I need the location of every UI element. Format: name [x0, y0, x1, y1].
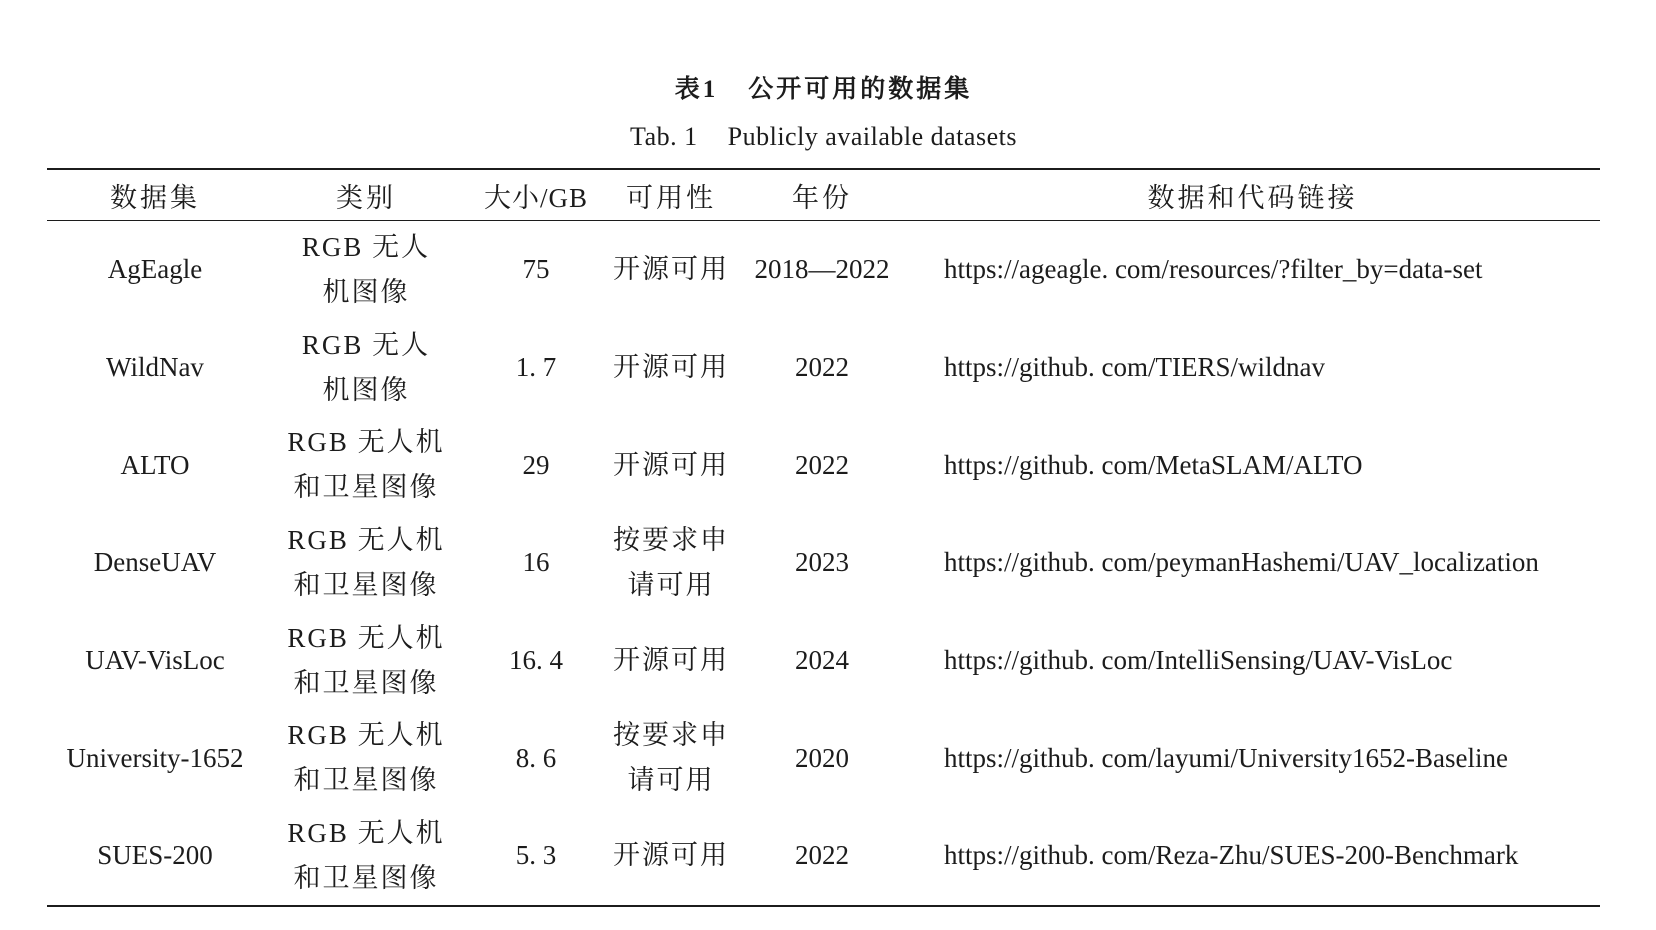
cell-category [263, 612, 469, 710]
cell-availability [603, 319, 739, 417]
cell-year: 2018—2022 [754, 254, 890, 285]
table-row [47, 807, 1600, 905]
cell-size: 75 [522, 254, 550, 285]
cell-link: https://ageagle. com/resources/?filter_by=data-set [944, 254, 1483, 285]
availability-line: 开源可用 [613, 352, 729, 383]
cell-size: 29 [522, 449, 550, 480]
table-label-english: Tab. 1 [630, 122, 698, 151]
table-label-chinese: 表1 [674, 76, 719, 103]
cell-link: https://github. com/TIERS/wildnav [944, 352, 1325, 383]
cell-year: 2024 [795, 645, 849, 676]
category-line: 和卫星图像 [293, 765, 439, 796]
table-row [47, 319, 1600, 417]
datasets-table [47, 168, 1600, 907]
cell-link: https://github. com/MetaSLAM/ALTO [944, 449, 1363, 480]
header-category: 类别 [263, 170, 469, 221]
table-row [47, 709, 1600, 807]
table-title-english: Publicly available datasets [727, 122, 1017, 151]
availability-line: 开源可用 [613, 645, 729, 676]
cell-size: 5. 3 [515, 840, 557, 871]
category-line: 和卫星图像 [293, 569, 439, 600]
table-header-row [47, 170, 1600, 221]
cell-availability [603, 612, 739, 710]
category-line: RGB 无人机 [287, 817, 445, 848]
availability-line: 开源可用 [613, 254, 729, 285]
cell-category [263, 514, 469, 612]
category-line: 和卫星图像 [293, 472, 439, 503]
category-line: 和卫星图像 [293, 667, 439, 698]
cell-size: 16. 4 [509, 645, 563, 676]
cell-year: 2022 [795, 840, 849, 871]
cell-link: https://github. com/layumi/University1652-Baseline [944, 742, 1508, 773]
category-line: 机图像 [322, 276, 410, 307]
category-line: 机图像 [322, 374, 410, 405]
cell-size: 1. 7 [515, 352, 557, 383]
availability-line: 请可用 [627, 765, 715, 796]
cell-dataset: WildNav [106, 352, 204, 383]
cell-size: 16 [522, 547, 550, 578]
header-size: 大小/GB [469, 170, 603, 221]
header-dataset: 数据集 [47, 170, 263, 221]
table-title-chinese: 公开可用的数据集 [748, 76, 973, 103]
cell-availability [603, 221, 739, 319]
cell-category [263, 221, 469, 319]
cell-year: 2023 [795, 547, 849, 578]
header-year: 年份 [739, 170, 905, 221]
category-line: 和卫星图像 [293, 862, 439, 893]
category-line: RGB 无人机 [287, 622, 445, 653]
cell-availability [603, 709, 739, 807]
table-row [47, 612, 1600, 710]
availability-line: 按要求申 [613, 524, 729, 555]
category-line: RGB 无人机 [287, 427, 445, 458]
cell-dataset: AgEagle [107, 254, 203, 285]
table-caption-english [47, 119, 1600, 155]
cell-category [263, 709, 469, 807]
cell-availability [603, 807, 739, 905]
cell-dataset: SUES-200 [97, 840, 213, 871]
table-row [47, 221, 1600, 319]
category-line: RGB 无人 [301, 329, 431, 360]
cell-dataset: UAV-VisLoc [85, 645, 225, 676]
cell-link: https://github. com/peymanHashemi/UAV_localization [944, 547, 1539, 578]
table-row [47, 514, 1600, 612]
availability-line: 开源可用 [613, 840, 729, 871]
cell-dataset: University-1652 [66, 742, 244, 773]
cell-dataset: ALTO [120, 449, 190, 480]
cell-link: https://github. com/Reza-Zhu/SUES-200-Benchmark [944, 840, 1519, 871]
cell-category [263, 416, 469, 514]
availability-line: 请可用 [627, 569, 715, 600]
cell-year: 2022 [795, 352, 849, 383]
cell-category [263, 807, 469, 905]
cell-availability [603, 514, 739, 612]
cell-year: 2020 [795, 742, 849, 773]
header-availability: 可用性 [603, 170, 739, 221]
availability-line: 按要求申 [613, 720, 729, 751]
category-line: RGB 无人 [301, 231, 431, 262]
cell-availability [603, 416, 739, 514]
cell-dataset: DenseUAV [93, 547, 217, 578]
availability-line: 开源可用 [613, 449, 729, 480]
table-caption-chinese [47, 72, 1600, 108]
category-line: RGB 无人机 [287, 720, 445, 751]
category-line: RGB 无人机 [287, 524, 445, 555]
header-link: 数据和代码链接 [905, 170, 1600, 221]
cell-size: 8. 6 [515, 742, 557, 773]
table-row [47, 416, 1600, 514]
cell-category [263, 319, 469, 417]
cell-link: https://github. com/IntelliSensing/UAV-VisLoc [944, 645, 1453, 676]
cell-year: 2022 [795, 449, 849, 480]
